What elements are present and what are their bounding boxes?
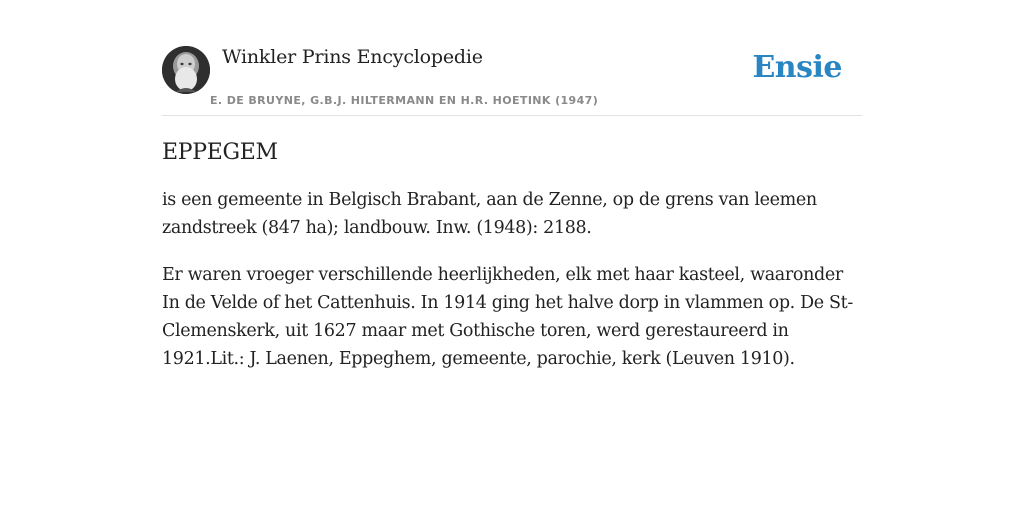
encyclopedia-title: Winkler Prins Encyclopedie: [222, 46, 483, 68]
author-portrait-avatar: [162, 46, 210, 94]
portrait-icon: [162, 46, 210, 94]
encyclopedia-header: [162, 44, 862, 116]
entry-title: EPPEGEM: [162, 140, 278, 165]
authors-credit: E. DE BRUYNE, G.B.J. HILTERMANN EN H.R. HOETINK (1947): [210, 94, 599, 107]
entry-paragraph: Er waren vroeger verschillende heerlijkheden, elk met haar kasteel, waaronder In de Velde of het Cattenhuis. In 1914 ging het halve dorp in vlammen op. De St-Clemenskerk, uit 1627 maar met Gothische toren, werd gerestaureerd in 1921.Lit.: J. Laenen, Eppeghem, gemeente, parochie, kerk (Leuven 1910).: [162, 265, 853, 369]
ensie-logo-link[interactable]: Ensie: [752, 50, 842, 85]
entry-paragraph: is een gemeente in Belgisch Brabant, aan de Zenne, op de grens van leemen zandstreek (847 ha); landbouw. Inw. (1948): 2188.: [162, 190, 817, 238]
page-container: [162, 44, 862, 373]
